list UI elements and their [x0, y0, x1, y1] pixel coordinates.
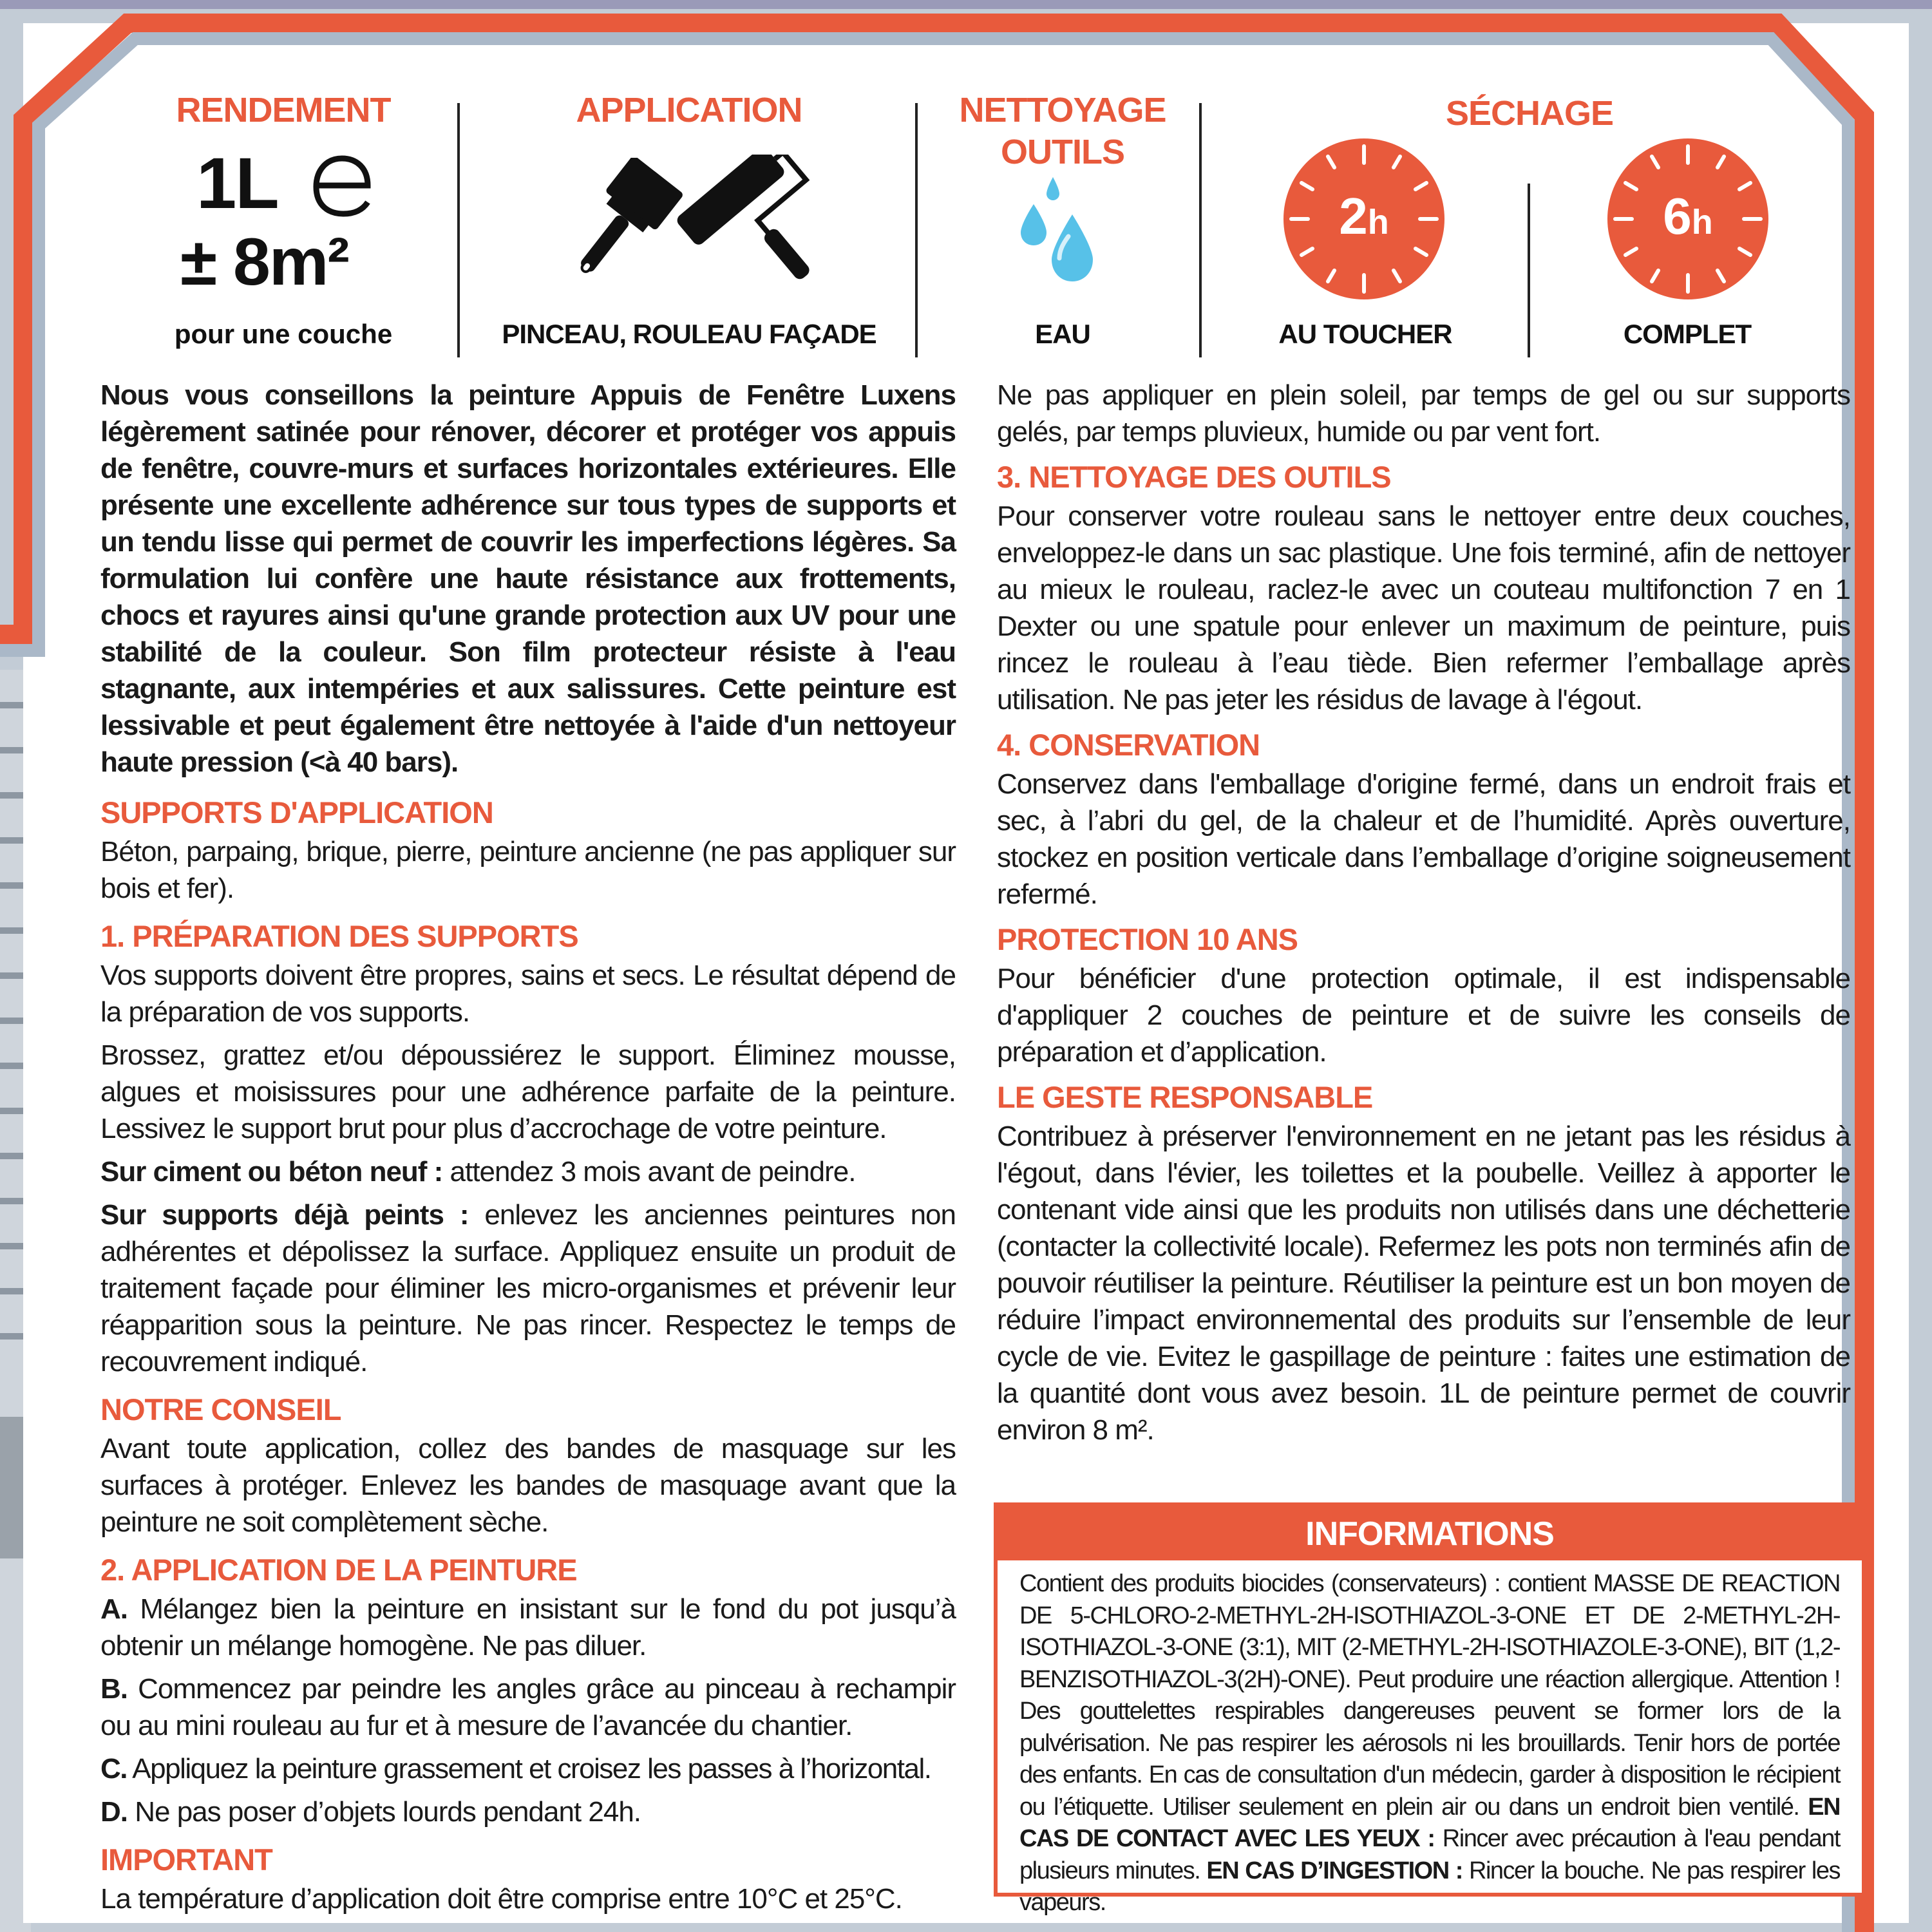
step-d-label: D.	[100, 1796, 128, 1828]
application-step-d	[100, 1794, 956, 1830]
informations-text	[998, 1560, 1862, 1919]
preparation-p4-text: enlevez les anciennes peintures non adhérentes et dépolissez la surface. Appliquez ensuite un produit de traitement façade pour éliminer les micro-organismes et prévenir leur réapparition sous la peinture. Ne pas rincer. Respectez le temps de recouvrement indiqué.	[100, 1199, 956, 1378]
sechage-title: SÉCHAGE	[1445, 94, 1614, 133]
informations-heading: INFORMATIONS	[998, 1506, 1862, 1560]
header-divider	[457, 103, 460, 357]
complete-time-unit: h	[1691, 203, 1713, 242]
touch-caption: AU TOUCHER	[1278, 319, 1452, 349]
rendement-volume: 1L	[196, 143, 278, 223]
header-divider	[915, 103, 918, 357]
touch-time-value: 2	[1339, 187, 1368, 245]
preparation-p3	[100, 1153, 956, 1190]
important-text: La température d’application doit être comprise entre 10°C et 25°C.	[100, 1883, 902, 1915]
preparation-heading: 1. PRÉPARATION DES SUPPORTS	[100, 919, 578, 953]
protection-heading: PROTECTION 10 ANS	[997, 922, 1298, 956]
nettoyage-caption: EAU	[1035, 319, 1090, 349]
important-continued: Ne pas appliquer en plein soleil, par temps de gel ou sur supports gelés, par temps pluvieux, humide ou par vent fort.	[997, 379, 1850, 448]
step-c-text: Appliquez la peinture grassement et croisez les passes à l’horizontal.	[127, 1753, 931, 1785]
eyes-text: Rincer avec précaution à l'eau pendant plusieurs minutes.	[1019, 1825, 1840, 1884]
ingestion-label: EN CAS D’INGESTION :	[1206, 1857, 1463, 1884]
conseil-heading: NOTRE CONSEIL	[100, 1392, 341, 1426]
application-step-b	[100, 1671, 956, 1744]
protection-text: Pour bénéficier d'une protection optimale, il est indispensable d'appliquer 2 couches de peinture et de suivre les conseils de préparation et d’application.	[997, 963, 1850, 1068]
touch-time-unit: h	[1367, 203, 1389, 242]
brush-icon	[551, 158, 692, 287]
preparation-p2: Brossez, grattez et/ou dépoussiérez le support. Éliminez mousse, algues et moisissures pour une adhérence parfaite de la peinture. Lessivez le support brut pour plus d’accrochage de votre peinture.	[100, 1039, 956, 1144]
complete-caption: COMPLET	[1623, 319, 1752, 349]
preparation-p3-label: Sur ciment ou béton neuf :	[100, 1156, 443, 1188]
preparation-p4-label: Sur supports déjà peints :	[100, 1199, 469, 1231]
application-step-a	[100, 1591, 956, 1664]
conseil-text: Avant toute application, collez des bandes de masquage sur les surfaces à protéger. Enlevez les bandes de masquage avant que la peinture ne soit complètement sèche.	[100, 1433, 956, 1538]
nettoyage-text: Pour conserver votre rouleau sans le nettoyer entre deux couches, enveloppez-le dans un sac plastique. Une fois terminé, afin de nettoyer au mieux le rouleau, raclez-le avec un couteau multifonction 7 en 1 Dexter ou une spatule pour enlever un maximum de peinture, puis rincez le rouleau à l’eau tiède. Bien refermer l’emballage après utilisation. Ne pas jeter les résidus de lavage à l'égout.	[997, 500, 1850, 715]
step-b-label: B.	[100, 1673, 128, 1705]
ingestion-text: Rincer la bouche. Ne pas respirer les vapeurs.	[1019, 1857, 1840, 1916]
step-c-label: C.	[100, 1753, 127, 1785]
nettoyage-heading: 3. NETTOYAGE DES OUTILS	[997, 460, 1391, 494]
touch-time	[1283, 187, 1444, 246]
step-a-label: A.	[100, 1593, 128, 1625]
step-a-text: Mélangez bien la peinture en insistant sur le fond du pot jusqu’à obtenir un mélange homogène. Ne pas diluer.	[100, 1593, 956, 1662]
step-b-text: Commencez par peindre les angles grâce au pinceau à rechampir ou au mini rouleau au fur et à mesure de l’avancée du chantier.	[100, 1673, 956, 1741]
geste-text: Contribuez à préserver l'environnement en ne jetant pas les résidus à l'égout, dans l'évier, les toilettes et la poubelle. Veillez à apporter le contenant vide ainsi que les produits non utilisés dans une déchetterie (contacter la collectivité locale). Refermez les pots non terminés afin de pouvoir réutiliser la peinture. Réutiliser la peinture est un bon moyen de réduire l’impact environnemental des produits sur l’ensemble de leur cycle de vie. Evitez le gaspillage de peinture : faites une estimation de la quantité dont vous avez besoin. 1L de peinture permet de couvrir environ 8 m².	[997, 1121, 1850, 1446]
preparation-p3-text: attendez 3 mois avant de peindre.	[442, 1156, 856, 1188]
geste-heading: LE GESTE RESPONSABLE	[997, 1080, 1373, 1114]
application-step-c	[100, 1750, 956, 1787]
complete-time-value: 6	[1663, 187, 1692, 245]
informations-box	[994, 1502, 1866, 1916]
application-title: APPLICATION	[576, 91, 802, 129]
step-d-text: Ne pas poser d’objets lourds pendant 24h.	[128, 1796, 641, 1828]
conservation-heading: 4. CONSERVATION	[997, 728, 1260, 762]
liter-symbol-icon	[307, 148, 378, 219]
eyes-label: EN CAS DE CONTACT AVEC LES YEUX :	[1019, 1793, 1840, 1852]
roller-icon	[676, 155, 837, 290]
important-heading: IMPORTANT	[100, 1842, 272, 1877]
informations-body: Contient des produits biocides (conservateurs) : contient MASSE DE REACTION DE 5-CHLORO-2-METHYL-2H-ISOTHIAZOL-3-ONE ET DE 2-METHYL-2H-ISOTHIAZOL-3-ONE (3:1), MIT (2-METHYL-2H-ISOTHIAZOLE-3-ONE), BIT (1,2-BENZISOTHIAZOL-3(2H)-ONE). Peut produire une réaction allergique. Attention ! Des gouttelettes respirables dangereuses peuvent se former lors de la pulvérisation. Ne pas respirer les aérosols ni les brouillards. Tenir hors de portée des enfants. En cas de consultation d'un médecin, garder à disposition le récipient ou l’étiquette. Utiliser seulement en plein air ou dans un endroit bien ventilé.	[1019, 1570, 1840, 1821]
application-heading: 2. APPLICATION DE LA PEINTURE	[100, 1553, 577, 1587]
complete-time	[1607, 187, 1768, 246]
right-column	[997, 377, 1850, 1448]
nettoyage-title-line1: NETTOYAGE	[959, 91, 1166, 129]
water-drops-icon	[1014, 177, 1111, 306]
header-divider	[1528, 184, 1530, 357]
application-caption: PINCEAU, ROULEAU FAÇADE	[502, 319, 876, 349]
rendement-area: ± 8m²	[180, 225, 348, 299]
nettoyage-title-line2: OUTILS	[1001, 133, 1124, 171]
preparation-p4	[100, 1197, 956, 1380]
preparation-p1: Vos supports doivent être propres, sains et secs. Le résultat dépend de la préparation de vos supports.	[100, 960, 956, 1028]
intro-paragraph: Nous vous conseillons la peinture Appuis de Fenêtre Luxens légèrement satinée pour rénover, décorer et protéger vos appuis de fenêtre, couvre-murs et surfaces horizontales extérieures. Elle présente une excellente adhérence sur tous types de supports et un tendu lisse qui permet de couvrir les imperfections légères. Sa formulation lui confère une haute résistance aux frottements, chocs et rayures ainsi qu'une grande protection aux UV pour une stabilité de la couleur. Son film protecteur résiste à l'eau stagnante, aux intempéries et aux salissures. Cette peinture est lessivable et peut également être nettoyée à l'aide d'un nettoyeur haute pression (<à 40 bars).	[100, 379, 956, 778]
header-divider	[1199, 103, 1202, 357]
left-column	[100, 377, 956, 1917]
rendement-title: RENDEMENT	[176, 91, 391, 129]
rendement-caption: pour une couche	[174, 319, 393, 349]
supports-heading: SUPPORTS D'APPLICATION	[100, 795, 493, 829]
conservation-text: Conservez dans l'emballage d'origine fermé, dans un endroit frais et sec, à l’abri du gel, de la chaleur et de l’humidité. Après ouverture, stockez en position verticale dans l’emballage d’origine soigneusement refermé.	[997, 768, 1850, 910]
supports-text: Béton, parpaing, brique, pierre, peinture ancienne (ne pas appliquer sur bois et fer).	[100, 836, 956, 904]
